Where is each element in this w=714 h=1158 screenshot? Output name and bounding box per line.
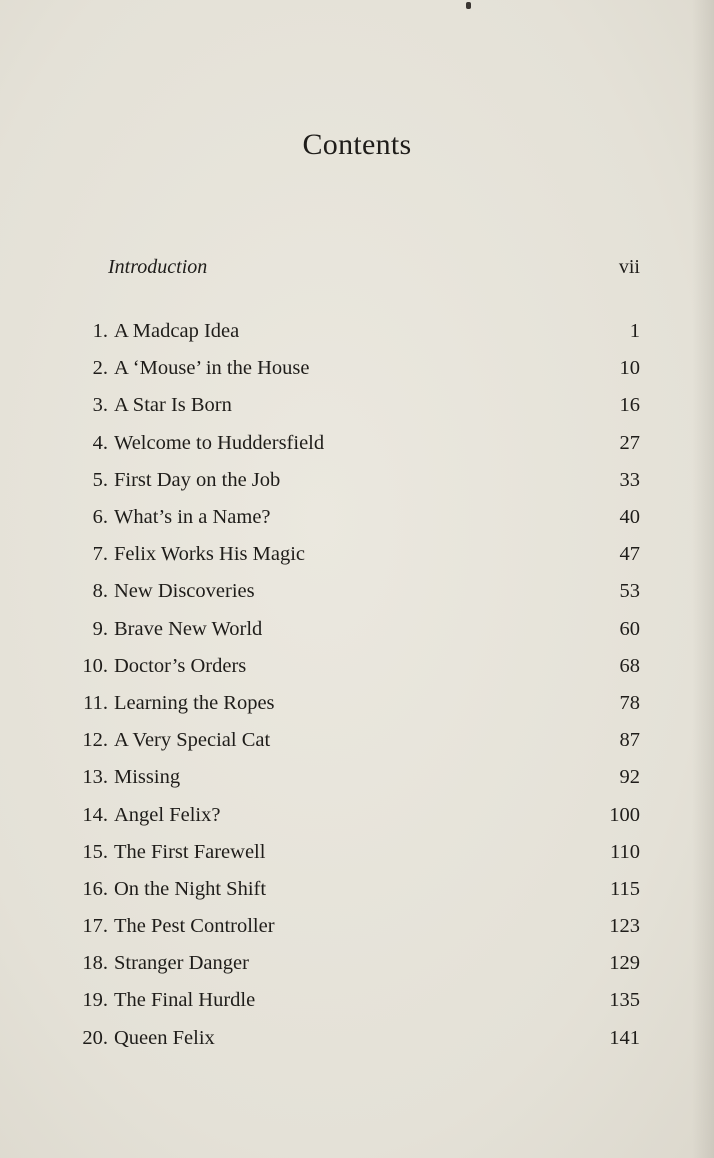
chapter-number: 1. bbox=[92, 320, 108, 343]
chapter-title: Queen Felix bbox=[114, 1026, 215, 1049]
chapter-number: 6. bbox=[92, 506, 108, 529]
chapter-page-number: 33 bbox=[619, 468, 640, 491]
chapter-number: 7. bbox=[92, 543, 108, 566]
chapter-page-number: 141 bbox=[609, 1026, 640, 1049]
toc-chapter-entry[interactable] bbox=[70, 685, 640, 722]
chapter-page-number: 1 bbox=[629, 320, 640, 343]
chapter-title: First Day on the Job bbox=[114, 468, 281, 491]
chapter-page-number: 27 bbox=[619, 431, 640, 454]
chapter-number: 19. bbox=[82, 989, 108, 1012]
toc-chapter-entry[interactable] bbox=[70, 573, 640, 610]
chapter-title: The Final Hurdle bbox=[114, 989, 256, 1012]
chapter-title: The First Farewell bbox=[114, 840, 266, 863]
chapter-title: Missing bbox=[114, 766, 181, 789]
toc-chapter-entry[interactable] bbox=[70, 611, 640, 648]
chapter-title: A ‘Mouse’ in the House bbox=[114, 357, 310, 380]
chapter-title: Stranger Danger bbox=[114, 952, 249, 975]
chapter-page-number: 135 bbox=[609, 989, 640, 1012]
toc-chapter-entry[interactable] bbox=[70, 1020, 640, 1057]
toc-chapter-entry[interactable] bbox=[70, 350, 640, 387]
chapter-title: Learning the Ropes bbox=[114, 691, 275, 714]
chapter-page-number: 78 bbox=[619, 691, 640, 714]
chapter-page-number: 68 bbox=[619, 654, 640, 677]
toc-chapter-entry[interactable] bbox=[70, 908, 640, 945]
toc-chapter-entry[interactable] bbox=[70, 945, 640, 982]
chapter-title: Felix Works His Magic bbox=[114, 543, 306, 566]
chapter-title: A Madcap Idea bbox=[114, 320, 240, 343]
chapter-page-number: 16 bbox=[619, 394, 640, 417]
toc-chapter-entry[interactable] bbox=[70, 648, 640, 685]
chapter-number: 3. bbox=[92, 394, 108, 417]
chapter-page-number: 92 bbox=[619, 766, 640, 789]
table-of-contents bbox=[70, 313, 640, 1057]
ink-speck bbox=[466, 2, 471, 9]
page-title: Contents bbox=[302, 128, 412, 161]
chapter-title: What’s in a Name? bbox=[114, 506, 271, 529]
toc-chapter-entry[interactable] bbox=[70, 387, 640, 424]
chapter-title: A Star Is Born bbox=[114, 394, 232, 417]
toc-chapter-entry[interactable] bbox=[70, 722, 640, 759]
chapter-number: 20. bbox=[82, 1026, 108, 1049]
chapter-title: New Discoveries bbox=[114, 580, 255, 603]
chapter-number: 18. bbox=[82, 952, 108, 975]
toc-introduction-entry[interactable] bbox=[108, 256, 640, 279]
chapter-title: The Pest Controller bbox=[114, 915, 275, 938]
toc-chapter-entry[interactable] bbox=[70, 834, 640, 871]
introduction-page-number: vii bbox=[618, 256, 640, 278]
chapter-page-number: 40 bbox=[619, 506, 640, 529]
toc-chapter-entry[interactable] bbox=[70, 313, 640, 350]
chapter-number: 11. bbox=[83, 691, 108, 714]
toc-chapter-entry[interactable] bbox=[70, 425, 640, 462]
chapter-page-number: 10 bbox=[619, 357, 640, 380]
toc-chapter-entry[interactable] bbox=[70, 536, 640, 573]
chapter-number: 14. bbox=[82, 803, 108, 826]
chapter-number: 15. bbox=[82, 840, 108, 863]
chapter-number: 2. bbox=[92, 357, 108, 380]
chapter-number: 10. bbox=[82, 654, 108, 677]
chapter-page-number: 123 bbox=[609, 915, 640, 938]
toc-chapter-entry[interactable] bbox=[70, 796, 640, 833]
chapter-number: 4. bbox=[92, 431, 108, 454]
chapter-page-number: 129 bbox=[609, 952, 640, 975]
chapter-number: 9. bbox=[92, 617, 108, 640]
chapter-page-number: 100 bbox=[609, 803, 640, 826]
chapter-title: A Very Special Cat bbox=[114, 729, 271, 752]
chapter-title: Brave New World bbox=[114, 617, 263, 640]
toc-chapter-entry[interactable] bbox=[70, 982, 640, 1019]
toc-chapter-entry[interactable] bbox=[70, 462, 640, 499]
chapter-number: 13. bbox=[82, 766, 108, 789]
chapter-number: 17. bbox=[82, 915, 108, 938]
chapter-number: 16. bbox=[82, 877, 108, 900]
toc-chapter-entry[interactable] bbox=[70, 871, 640, 908]
chapter-page-number: 110 bbox=[610, 840, 640, 863]
page-edge-shadow bbox=[692, 0, 714, 1158]
chapter-page-number: 60 bbox=[619, 617, 640, 640]
chapter-page-number: 87 bbox=[619, 729, 640, 752]
chapter-page-number: 47 bbox=[619, 543, 640, 566]
introduction-label: Introduction bbox=[108, 256, 208, 278]
chapter-page-number: 53 bbox=[619, 580, 640, 603]
toc-chapter-entry[interactable] bbox=[70, 499, 640, 536]
chapter-title: On the Night Shift bbox=[114, 877, 267, 900]
chapter-title: Doctor’s Orders bbox=[114, 654, 247, 677]
chapter-number: 12. bbox=[82, 729, 108, 752]
chapter-title: Welcome to Huddersfield bbox=[114, 431, 325, 454]
toc-chapter-entry[interactable] bbox=[70, 759, 640, 796]
chapter-title: Angel Felix? bbox=[114, 803, 221, 826]
chapter-number: 8. bbox=[92, 580, 108, 603]
chapter-number: 5. bbox=[92, 468, 108, 491]
chapter-page-number: 115 bbox=[610, 877, 640, 900]
